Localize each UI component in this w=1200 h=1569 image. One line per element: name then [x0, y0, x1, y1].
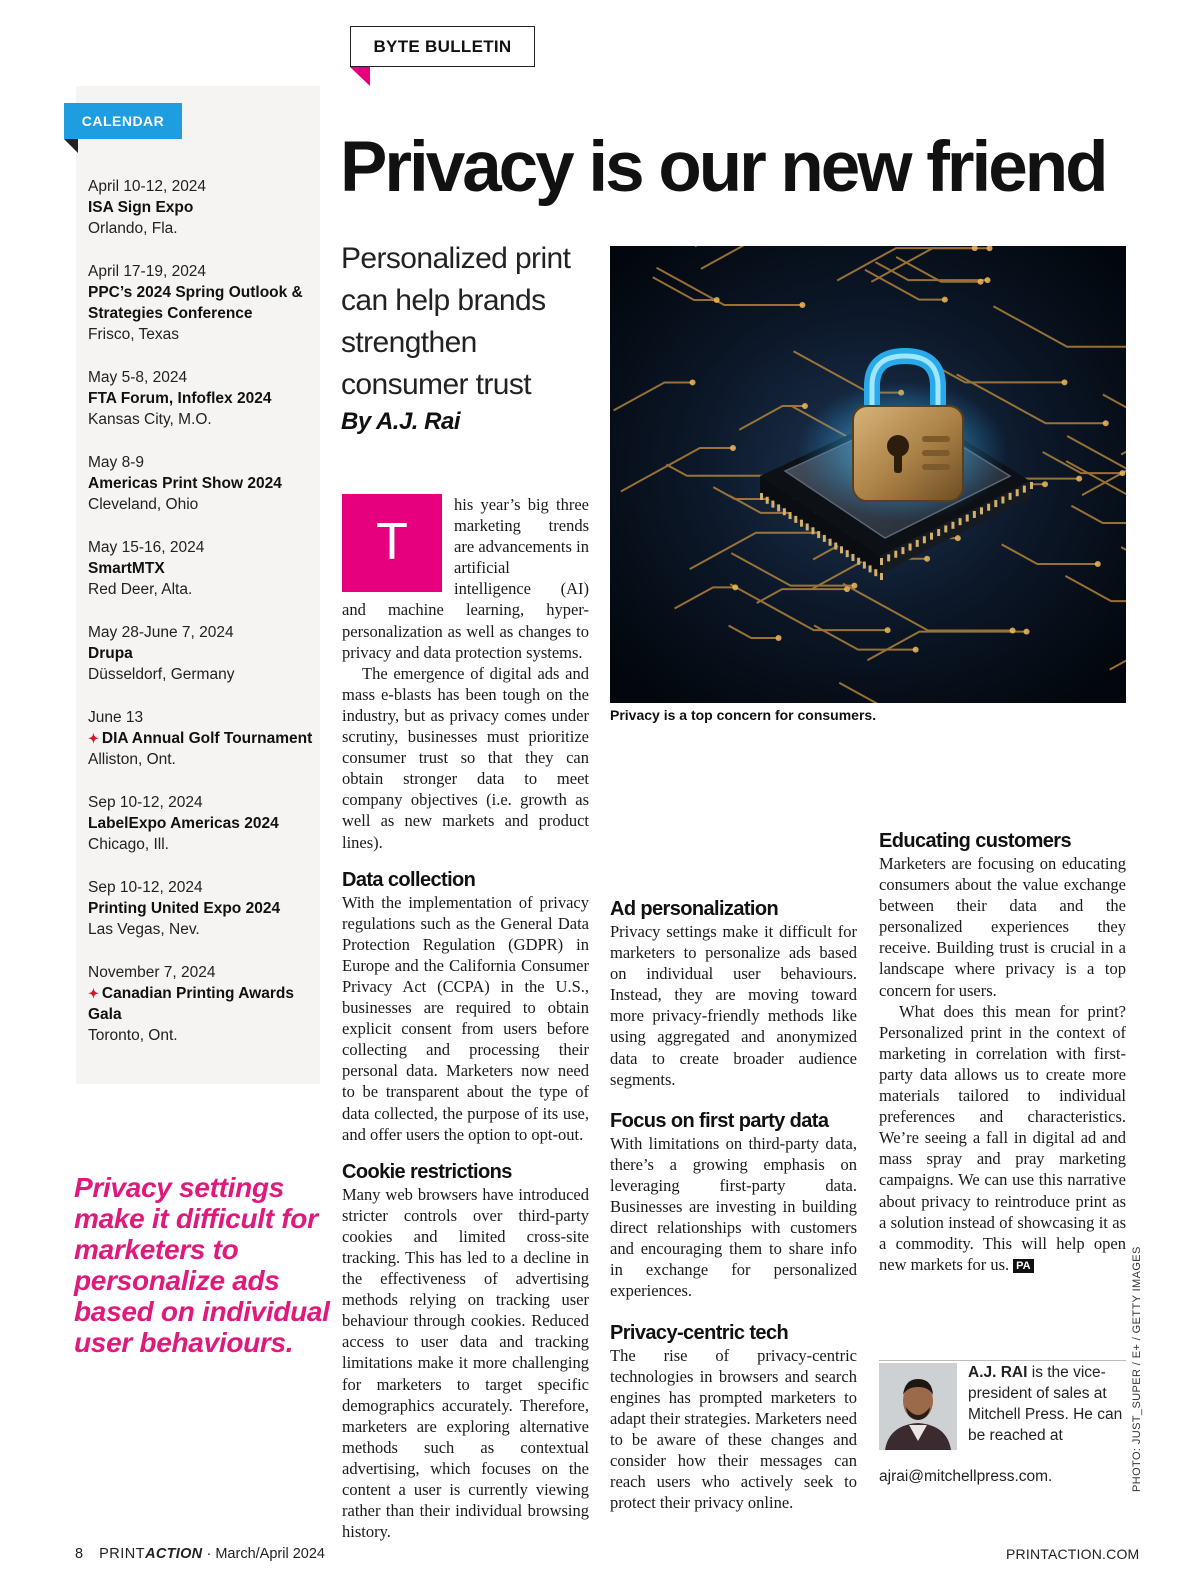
author-bio [968, 1362, 1128, 1446]
footer-website[interactable]: PRINTACTION.COM [1006, 1546, 1140, 1562]
issue-date: · March/April 2024 [202, 1546, 325, 1562]
circuit-node [985, 277, 991, 283]
circuit-node [776, 635, 782, 641]
chip-pin [901, 547, 904, 554]
calendar-event-name-text: Canadian Printing Awards Gala [88, 985, 294, 1023]
body-paragraph: The rise of privacy-centric technologies in browsers and search engines has prompted marketers to adapt their strategies. Marketers need to be aware of these changes and consider how their messages can reach users who actively seek to protect their privacy online. [610, 1345, 857, 1513]
calendar-event-name [88, 197, 318, 218]
circuit-node [802, 403, 808, 409]
chip-pin [959, 518, 962, 525]
chip-pin [980, 507, 983, 514]
calendar-event-name [88, 282, 318, 324]
calendar-event-location: Frisco, Texas [88, 326, 180, 343]
pull-quote: Privacy settings make it difficult for marketers to personalize ads based on individual user behaviours. [74, 1172, 330, 1358]
body-paragraph: With limitations on third-party data, there’s a growing emphasis on leveraging first-party data. Businesses are investing in building direct relationships with customers and encouraging them to share info in exchange for personalized experiences. [610, 1133, 857, 1301]
chip-pin [880, 573, 883, 580]
calendar-event-location: Cleveland, Ohio [88, 496, 199, 513]
circuit-node [844, 586, 850, 592]
author-bio-text: is the vice-president of sales at Mitchell Press. He can be reached at [968, 1364, 1123, 1444]
chip-pin [789, 512, 792, 519]
maple-leaf-icon: ✦ [88, 731, 99, 746]
article-column-3 [879, 748, 1126, 1275]
chip-pin [817, 531, 820, 538]
calendar-event-name-text: DIA Annual Golf Tournament [101, 730, 313, 747]
body-paragraph [879, 1001, 1126, 1275]
chip-pin [1016, 489, 1019, 496]
calendar-event-date: May 15-16, 2024 [88, 539, 205, 556]
calendar-event-date: May 28-June 7, 2024 [88, 624, 234, 641]
body-paragraph: With the implementation of privacy regulations such as the General Data Protection Regulation (GDPR) in Europe and the California Consumer Privacy Act (CCPA) in the U.S., businesses are required to obtain explicit consent from users before collecting and processing their personal data. Marketers now need to be transparent about the type of data collected, the purpose of its use, and offer users the option to opt-out. [342, 892, 589, 1144]
calendar-event [88, 792, 318, 855]
chip-pin [811, 527, 814, 534]
calendar-event-date: April 10-12, 2024 [88, 178, 207, 195]
circuit-node [799, 302, 805, 308]
calendar-event [88, 622, 318, 685]
chip-pin [909, 544, 912, 551]
circuit-node [690, 379, 696, 385]
chip-pin [1030, 482, 1033, 489]
circuit-node [730, 445, 736, 451]
calendar-event-name-text: SmartMTX [88, 560, 165, 577]
circuit-node [1042, 481, 1048, 487]
body-paragraph: Privacy settings make it difficult for marketers to personalize ads based on individual user behaviours. Instead, they are moving toward more privacy-friendly methods like using aggregated and anonymized data to create broader audience segments. [610, 922, 857, 1089]
author-photo [879, 1363, 957, 1450]
article-byline: By A.J. Rai [341, 408, 460, 435]
calendar-event-location: Orlando, Fla. [88, 220, 178, 237]
calendar-event-name [88, 643, 318, 664]
calendar-event-name [88, 813, 318, 834]
calendar-event-date: May 8-9 [88, 454, 144, 471]
calendar-event-location: Red Deer, Alta. [88, 581, 193, 598]
circuit-node [913, 647, 919, 653]
subhead-cookie-restrictions: Cookie restrictions [342, 1160, 512, 1183]
chip-pin [829, 539, 832, 546]
chip-pin [1001, 496, 1004, 503]
chip-pin [973, 511, 976, 518]
chip-pin [869, 565, 872, 572]
body-paragraph: Many web browsers have introduced stricter controls over third-party cookies and limited cross-site tracking. This has led to a decline in the effectiveness of advertising methods relying on tracking user behaviour through cookies. Reduced access to user data and tracking limitations make it more challenging for marketers to target specific demographics accurately. Therefore, marketers are exploring alternative methods such as contextual advertising, which focuses on the content a user is currently viewing rather than their individual browsing history. [342, 1184, 589, 1542]
magazine-name-action: ACTION [145, 1546, 203, 1562]
subhead-privacy-centric-tech: Privacy-centric tech [610, 1321, 789, 1344]
calendar-event-name-text: Printing United Expo 2024 [88, 900, 281, 917]
calendar-event-name-text: FTA Forum, Infoflex 2024 [88, 390, 272, 407]
body-text: What does this mean for print? Personalized print in the context of marketing in correlation with first-party data allows us to create more materials tailored to individual preferences and characteristics. We’re seeing a fall in digital ad and mass spray and pray marketing campaigns. We can use this narrative about privacy to reintroduce print as a solution instead of showcasing it as a commodity. This will help open new markets for us. [879, 1001, 1126, 1274]
chip-pin [806, 523, 809, 530]
drop-cap: T [342, 494, 442, 592]
chip-pin [923, 536, 926, 543]
footer-folio [75, 1546, 325, 1562]
chip-pin [937, 529, 940, 536]
calendar-label-fold [64, 139, 78, 153]
calendar-event-name-text: LabelExpo Americas 2024 [88, 815, 279, 832]
calendar-label: CALENDAR [64, 103, 182, 139]
calendar-event-date: April 17-19, 2024 [88, 263, 207, 280]
calendar-event-name [88, 388, 318, 409]
chip-pin [766, 497, 769, 504]
circuit-node [732, 584, 738, 590]
chip-pin [863, 562, 866, 569]
circuit-node [851, 583, 857, 589]
calendar-event [88, 537, 318, 600]
calendar-event-location: Chicago, Ill. [88, 836, 169, 853]
chip-pin [880, 558, 883, 565]
photo-credit: PHOTO: JUST_SUPER / E+ / GETTY IMAGES [1131, 1246, 1143, 1492]
calendar-event-name [88, 898, 318, 919]
chip-pin [930, 533, 933, 540]
chip-pin [846, 550, 849, 557]
calendar-event-name [88, 728, 318, 749]
calendar-event-name-text: PPC’s 2024 Spring Outlook & Strategies Conference [88, 284, 303, 322]
calendar-event-name-text: Drupa [88, 645, 133, 662]
subhead-first-party-data: Focus on first party data [610, 1109, 829, 1132]
circuit-node [955, 535, 961, 541]
calendar-event [88, 367, 318, 430]
chip-pin [887, 554, 890, 561]
circuit-node [942, 297, 948, 303]
end-mark: PA [1013, 1259, 1033, 1273]
calendar-event-date: June 13 [88, 709, 144, 726]
chip-pin [894, 551, 897, 558]
article-dek: Personalized print can help brands strengthen consumer trust [341, 242, 571, 401]
chip-pin [1009, 493, 1012, 500]
chip-pin [857, 558, 860, 565]
article-column-2 [610, 748, 857, 1513]
calendar-event-location: Toronto, Ont. [88, 1027, 178, 1044]
chip-pin [874, 569, 877, 576]
calendar-event [88, 707, 318, 770]
article-photo [610, 246, 1126, 703]
chip-pin [771, 501, 774, 508]
article-column-1 [342, 494, 589, 1542]
intro-paragraph: his year’s big three marketing trends are advancements in artificial intelligence (AI) and machine learning, hyper-personalization as well as changes to privacy and data protection systems. [342, 495, 589, 662]
magazine-name-print: PRINT [99, 1546, 146, 1562]
section-tag-accent [350, 67, 370, 86]
photo-caption: Privacy is a top concern for consumers. [610, 707, 877, 723]
circuit-node [1010, 627, 1016, 633]
circuit-node [885, 627, 891, 633]
chip-pin [851, 554, 854, 561]
chip-pin [916, 540, 919, 547]
section-tag: BYTE BULLETIN [350, 26, 535, 67]
circuit-node [978, 279, 984, 285]
calendar-event-location: Kansas City, M.O. [88, 411, 212, 428]
subhead-data-collection: Data collection [342, 868, 476, 891]
maple-leaf-icon: ✦ [88, 986, 99, 1001]
subhead-educating-customers: Educating customers [879, 830, 1071, 852]
calendar-event [88, 452, 318, 515]
chip-pin [800, 520, 803, 527]
chip-pin [840, 546, 843, 553]
calendar-event-name [88, 983, 318, 1025]
bio-divider [879, 1360, 1126, 1361]
chip-pin [794, 516, 797, 523]
calendar-event-name-text: Americas Print Show 2024 [88, 475, 282, 492]
calendar-event [88, 261, 318, 345]
circuit-node [1103, 420, 1109, 426]
author-email[interactable]: ajrai@mitchellpress.com. [879, 1468, 1053, 1485]
calendar-event-date: May 5-8, 2024 [88, 369, 188, 386]
calendar-event-name-text: ISA Sign Expo [88, 199, 194, 216]
body-paragraph: Marketers are focusing on educating consumers about the value exchange between their data and the personalized experiences they receive. Building trust is crucial in a landscape where privacy is a top concern for users. [879, 854, 1126, 1000]
chip-pin [1023, 486, 1026, 493]
circuit-node [924, 556, 930, 562]
chip-pin [944, 525, 947, 532]
chip-pin [777, 504, 780, 511]
calendar-event-date: Sep 10-12, 2024 [88, 794, 203, 811]
page-number: 8 [75, 1546, 84, 1562]
circuit-node [1076, 476, 1082, 482]
chip-pin [987, 504, 990, 511]
body-paragraph: The emergence of digital ads and mass e-blasts has been tough on the industry, but as privacy comes under scrutiny, businesses must prioritize consumer trust so that they can obtain stronger data to meet company objectives (i.e. growth as well as new markets and product lines). [342, 663, 589, 852]
calendar-event [88, 962, 318, 1046]
circuit-node [1095, 561, 1101, 567]
calendar-event-location: Düsseldorf, Germany [88, 666, 235, 683]
circuit-node [714, 297, 720, 303]
calendar-event-location: Las Vegas, Nev. [88, 921, 200, 938]
circuit-node [1024, 629, 1030, 635]
chip-pin [760, 493, 763, 500]
calendar-event-list [88, 176, 318, 1068]
calendar-event-date: Sep 10-12, 2024 [88, 879, 203, 896]
subhead-ad-personalization: Ad personalization [610, 898, 779, 920]
circuit-node [1119, 470, 1125, 476]
chip-pin [823, 535, 826, 542]
calendar-event-location: Alliston, Ont. [88, 751, 176, 768]
calendar-event [88, 176, 318, 239]
circuit-node [1062, 379, 1068, 385]
calendar-event-name [88, 473, 318, 494]
chip-pin [966, 515, 969, 522]
calendar-event-name [88, 558, 318, 579]
chip-pin [951, 522, 954, 529]
circuit-padlock-illustration [610, 246, 1126, 703]
calendar-event [88, 877, 318, 940]
article-headline: Privacy is our new friend [340, 128, 1106, 207]
chip-pin [994, 500, 997, 507]
calendar-event-date: November 7, 2024 [88, 964, 216, 981]
author-name: A.J. RAI [968, 1364, 1028, 1381]
chip-pin [783, 508, 786, 515]
chip-pin [834, 543, 837, 550]
